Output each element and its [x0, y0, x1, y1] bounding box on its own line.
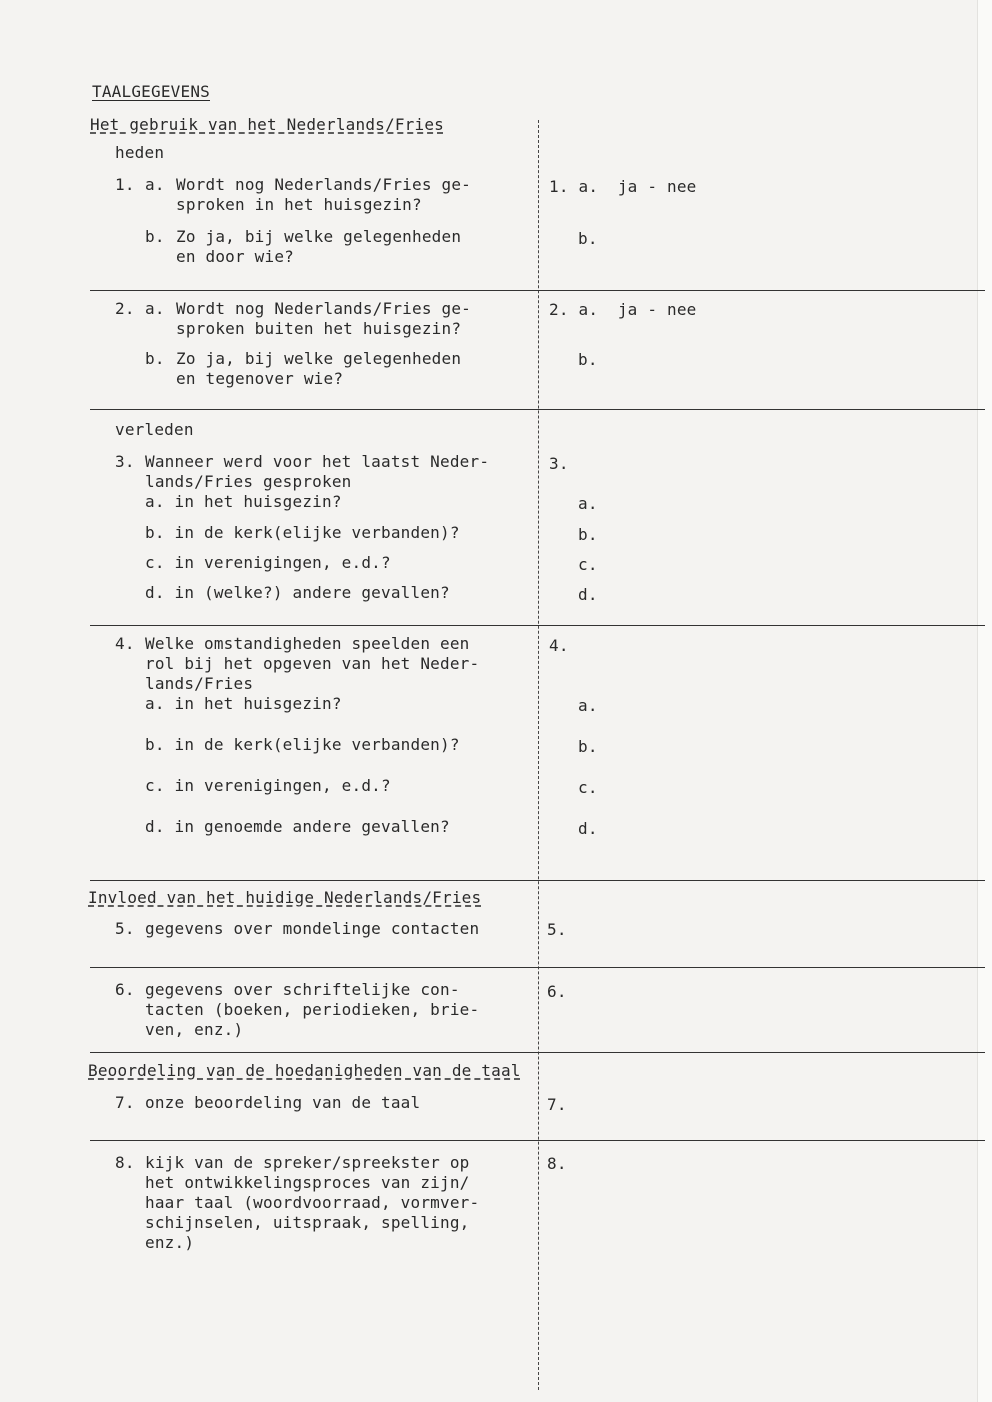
q8-text-line1: kijk van de spreker/spreekster op: [145, 1153, 470, 1172]
section-heading-beoordeling: Beoordeling van de hoedanigheden van de taal: [88, 1061, 521, 1080]
q3-answer-c[interactable]: c.: [578, 555, 598, 574]
q2b-text-line1: Zo ja, bij welke gelegenheden: [176, 349, 462, 368]
rule-after-q7: [90, 1140, 985, 1141]
q3-number: 3.: [115, 452, 135, 471]
rule-after-q2: [90, 409, 985, 410]
q3-text-line2: lands/Fries gesproken: [145, 472, 352, 491]
column-divider: [538, 120, 539, 1390]
q4-number: 4.: [115, 634, 135, 653]
rule-after-q3: [90, 625, 985, 626]
q2a-text-line1: Wordt nog Nederlands/Fries ge-: [176, 299, 471, 318]
q1a-label: a.: [145, 175, 165, 194]
q6-number: 6.: [115, 980, 135, 999]
q4-text-line1: Welke omstandigheden speelden een: [145, 634, 470, 653]
subheading-heden: heden: [115, 143, 165, 162]
q6-text-line2: tacten (boeken, periodieken, brie-: [145, 1000, 480, 1019]
q8-text-line5: enz.): [145, 1233, 195, 1252]
q1a-text-line2: sproken in het huisgezin?: [176, 195, 422, 214]
rule-after-q6: [90, 1052, 985, 1053]
q2a-text-line2: sproken buiten het huisgezin?: [176, 319, 462, 338]
q5-number: 5.: [115, 919, 135, 938]
q4-answer[interactable]: 4.: [549, 636, 569, 655]
page-title: TAALGEGEVENS: [92, 82, 210, 101]
subheading-verleden: verleden: [115, 420, 194, 439]
q1b-text-line2: en door wie?: [176, 247, 294, 266]
q6-answer[interactable]: 6.: [547, 982, 567, 1001]
q2-answer-a[interactable]: 2. a. ja - nee: [549, 300, 697, 319]
q7-answer[interactable]: 7.: [547, 1095, 567, 1114]
q3-answer-a[interactable]: a.: [578, 494, 598, 513]
q7-number: 7.: [115, 1093, 135, 1112]
q2b-text-line2: en tegenover wie?: [176, 369, 344, 388]
rule-after-q1: [90, 290, 985, 291]
q4-answer-a[interactable]: a.: [578, 696, 598, 715]
q4-item-c: c. in verenigingen, e.d.?: [145, 776, 391, 795]
q3-text-line1: Wanneer werd voor het laatst Neder-: [145, 452, 490, 471]
q8-text-line3: haar taal (woordvoorraad, vormver-: [145, 1193, 480, 1212]
q4-text-line2: rol bij het opgeven van het Neder-: [145, 654, 480, 673]
q3-item-b: b. in de kerk(elijke verbanden)?: [145, 523, 460, 542]
q3-item-c: c. in verenigingen, e.d.?: [145, 553, 391, 572]
q1-answer-b[interactable]: b.: [578, 229, 598, 248]
q8-number: 8.: [115, 1153, 135, 1172]
q3-item-a: a. in het huisgezin?: [145, 492, 342, 511]
q3-item-d: d. in (welke?) andere gevallen?: [145, 583, 450, 602]
q5-text: gegevens over mondelinge contacten: [145, 919, 480, 938]
q4-item-a: a. in het huisgezin?: [145, 694, 342, 713]
q1b-text-line1: Zo ja, bij welke gelegenheden: [176, 227, 462, 246]
q5-answer[interactable]: 5.: [547, 920, 567, 939]
q8-text-line2: het ontwikkelingsproces van zijn/: [145, 1173, 470, 1192]
q1-answer-a[interactable]: 1. a. ja - nee: [549, 177, 697, 196]
q1-number: 1.: [115, 175, 135, 194]
q3-answer-d[interactable]: d.: [578, 585, 598, 604]
q3-answer[interactable]: 3.: [549, 454, 569, 473]
q8-answer[interactable]: 8.: [547, 1154, 567, 1173]
q4-answer-b[interactable]: b.: [578, 737, 598, 756]
q4-answer-c[interactable]: c.: [578, 778, 598, 797]
q1b-label: b.: [145, 227, 165, 246]
q6-text-line1: gegevens over schriftelijke con-: [145, 980, 460, 999]
q2-number: 2.: [115, 299, 135, 318]
q8-text-line4: schijnselen, uitspraak, spelling,: [145, 1213, 470, 1232]
q7-text: onze beoordeling van de taal: [145, 1093, 421, 1112]
q4-item-b: b. in de kerk(elijke verbanden)?: [145, 735, 460, 754]
q2a-label: a.: [145, 299, 165, 318]
rule-after-q5: [90, 967, 985, 968]
section-heading-gebruik: Het gebruik van het Nederlands/Fries: [90, 115, 444, 134]
q4-item-d: d. in genoemde andere gevallen?: [145, 817, 450, 836]
section-heading-invloed: Invloed van het huidige Nederlands/Fries: [88, 888, 482, 907]
paper-edge: [977, 0, 992, 1402]
q2b-label: b.: [145, 349, 165, 368]
q4-answer-d[interactable]: d.: [578, 819, 598, 838]
q6-text-line3: ven, enz.): [145, 1020, 244, 1039]
q3-answer-b[interactable]: b.: [578, 525, 598, 544]
rule-after-q4: [90, 880, 985, 881]
q1a-text-line1: Wordt nog Nederlands/Fries ge-: [176, 175, 471, 194]
q4-text-line3: lands/Fries: [145, 674, 254, 693]
q2-answer-b[interactable]: b.: [578, 350, 598, 369]
